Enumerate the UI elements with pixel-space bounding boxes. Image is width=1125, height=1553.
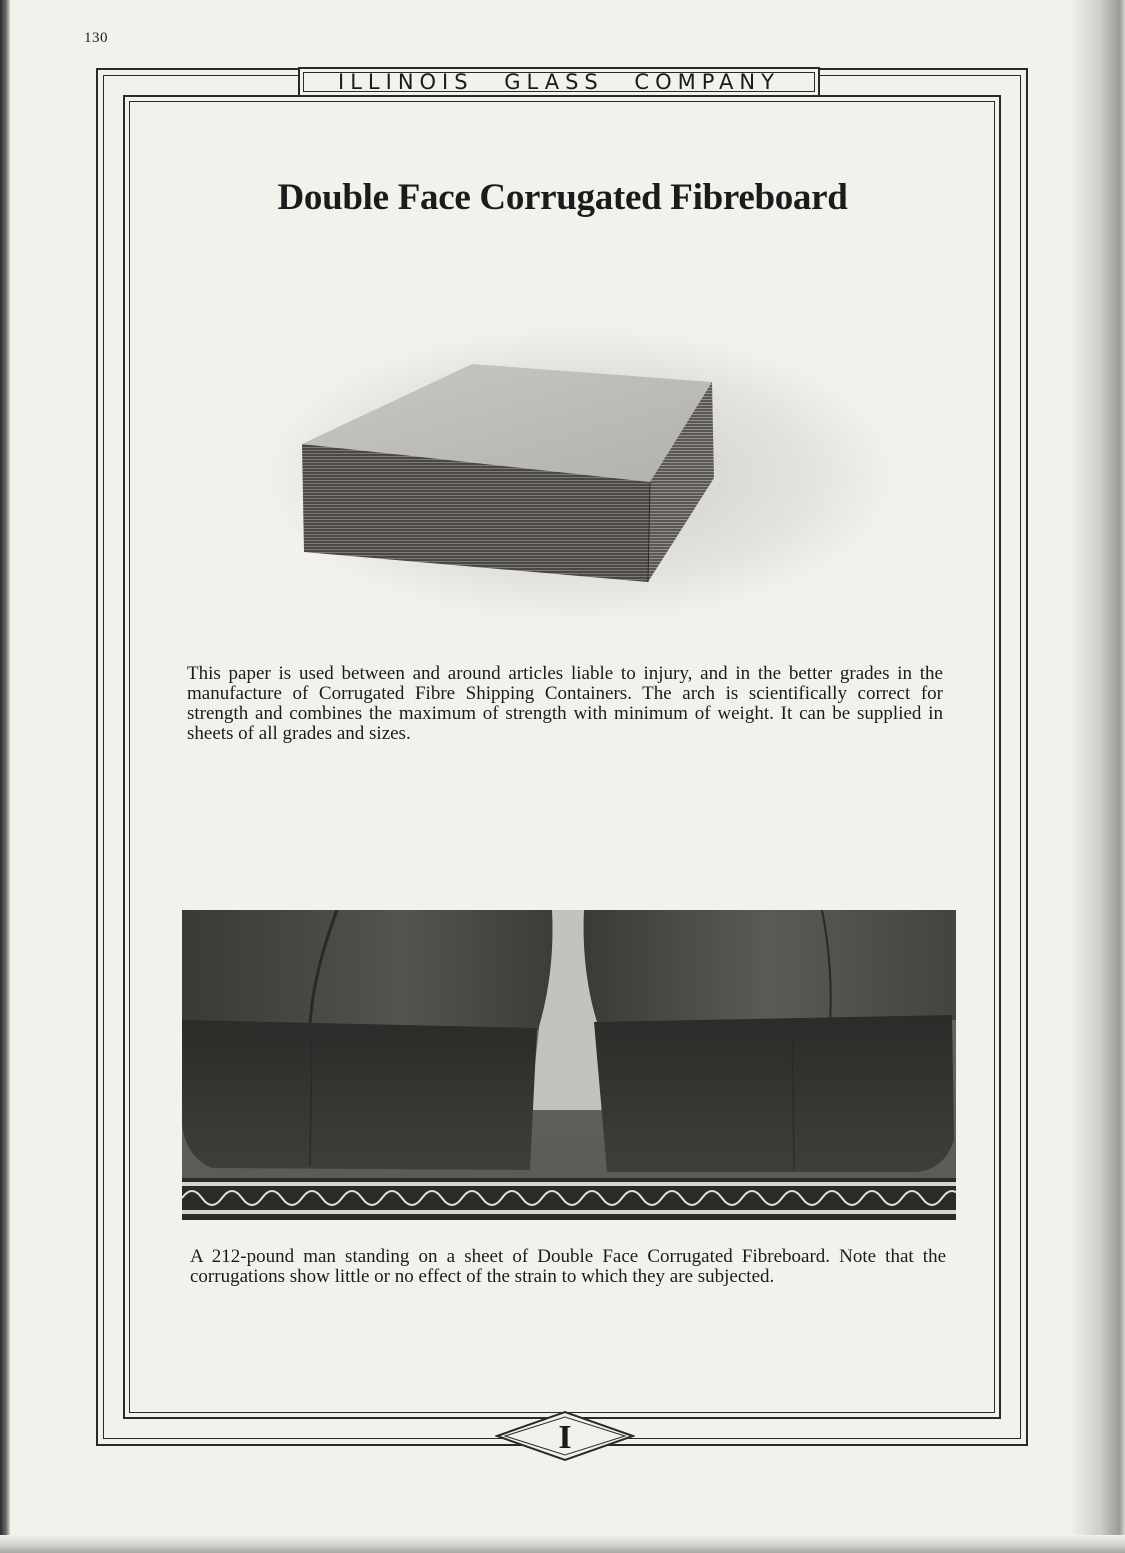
photo-caption: A 212-pound man standing on a sheet of Double Face Corrugated Fibreboard. Note that the corrugations show little or no effect of the strain to which they are subjected. — [190, 1246, 946, 1287]
company-emblem — [495, 1410, 635, 1462]
fibreboard-stack-photo — [250, 320, 890, 630]
page-edge-right — [1070, 0, 1125, 1553]
page-title: Double Face Corrugated Fibreboard — [277, 177, 848, 218]
page-edge-bottom — [0, 1535, 1125, 1553]
page-edge-left — [0, 0, 10, 1553]
company-header — [298, 67, 820, 97]
emblem-letter: I — [558, 1419, 572, 1456]
company-name: ILLINOIS GLASS COMPANY — [338, 69, 780, 94]
shoes-on-board-photo — [182, 910, 956, 1220]
fibreboard-description: This paper is used between and around articles liable to injury, and in the better grades in the manufacture of Corrugated Fibre Shipping Containers. The arch is scientifically correct for strength and combines the maximum of strength with minimum of weight. It can be supplied in sheets of all grades and sizes. — [187, 663, 943, 744]
page-number: 130 — [84, 30, 108, 46]
